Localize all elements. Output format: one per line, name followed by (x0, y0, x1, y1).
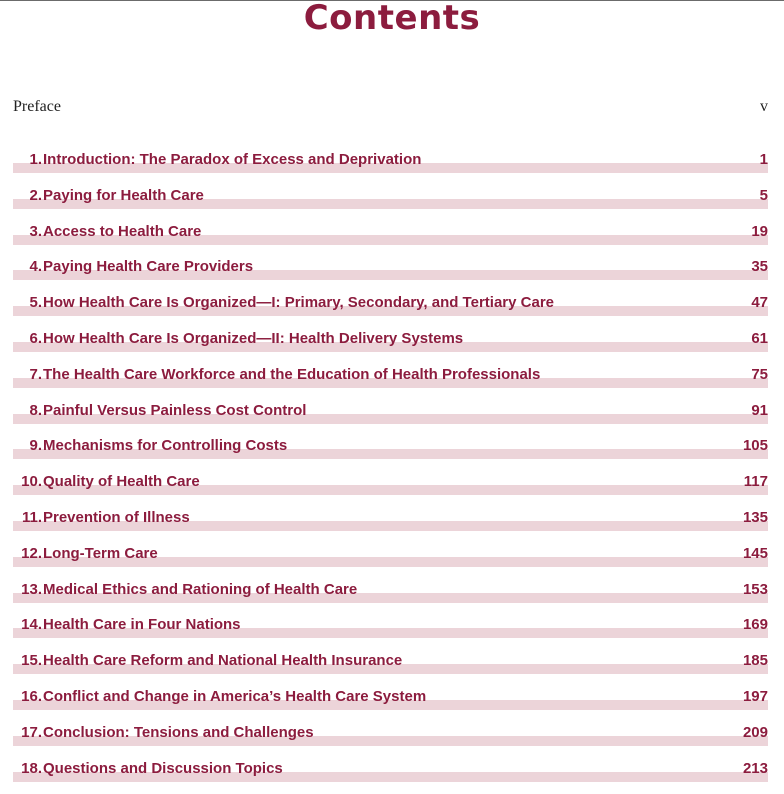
chapter-page: 169 (742, 616, 768, 634)
chapter-page: 47 (751, 294, 768, 312)
chapter-page: 5 (759, 186, 768, 204)
chapter-title: Mechanisms for Controlling Costs (43, 437, 288, 455)
toc-entry[interactable] (13, 365, 768, 401)
chapter-page: 35 (751, 258, 768, 276)
preface-label: Preface (13, 98, 61, 115)
page-title: Contents (303, 0, 481, 38)
chapter-number: 3. (29, 222, 42, 240)
chapter-title: Questions and Discussion Topics (43, 759, 283, 777)
chapter-number: 12. (21, 544, 42, 562)
toc-preface-row[interactable] (13, 98, 768, 118)
toc-entry[interactable] (13, 580, 768, 616)
toc-entry[interactable] (13, 150, 768, 186)
chapter-title: Quality of Health Care (43, 473, 200, 491)
chapter-title: Access to Health Care (43, 222, 202, 240)
chapter-title: Medical Ethics and Rationing of Health Care (43, 580, 358, 598)
chapter-page: 19 (751, 222, 768, 240)
chapter-title: How Health Care Is Organized—I: Primary, Secondary, and Tertiary Care (43, 294, 554, 312)
chapter-number: 7. (29, 365, 42, 383)
table-of-contents (13, 150, 768, 794)
chapter-page: 117 (743, 473, 768, 491)
chapter-title: Introduction: The Paradox of Excess and Deprivation (43, 151, 422, 168)
chapter-number: 2. (29, 186, 42, 204)
toc-entry[interactable] (13, 687, 768, 723)
chapter-number: 5. (29, 294, 42, 312)
chapter-number: 15. (21, 652, 42, 670)
chapter-title: How Health Care Is Organized—II: Health Delivery Systems (43, 329, 464, 347)
toc-entry[interactable] (13, 436, 768, 472)
chapter-number: 10. (21, 473, 42, 491)
chapter-title: Paying Health Care Providers (43, 258, 254, 276)
chapter-number: 17. (21, 723, 42, 741)
chapter-number: 8. (29, 401, 42, 419)
chapter-title: Long-Term Care (43, 544, 158, 562)
chapter-page: 75 (751, 365, 768, 383)
chapter-number: 16. (21, 687, 42, 705)
chapter-page: 153 (742, 580, 768, 598)
chapter-number: 4. (29, 258, 42, 276)
chapter-title: The Health Care Workforce and the Education of Health Professionals (43, 365, 541, 383)
toc-entry[interactable] (13, 472, 768, 508)
toc-entry[interactable] (13, 186, 768, 222)
toc-entry[interactable] (13, 615, 768, 651)
chapter-page: 1 (759, 151, 768, 168)
chapter-title: Conflict and Change in America’s Health Care System (43, 687, 427, 705)
preface-page: v (760, 98, 768, 115)
chapter-number: 18. (21, 759, 42, 777)
chapter-number: 13. (21, 580, 42, 598)
toc-entry[interactable] (13, 401, 768, 437)
chapter-page: 105 (742, 437, 768, 455)
chapter-page: 135 (742, 508, 768, 526)
chapter-title: Prevention of Illness (43, 508, 190, 526)
toc-entry[interactable] (13, 723, 768, 759)
chapter-title: Painful Versus Painless Cost Control (43, 401, 307, 419)
toc-entry[interactable] (13, 651, 768, 687)
chapter-page: 209 (742, 723, 768, 741)
chapter-number: 11. (21, 508, 42, 526)
chapter-page: 213 (742, 759, 768, 777)
chapter-number: 1. (29, 151, 42, 168)
chapter-page: 197 (742, 687, 768, 705)
chapter-page: 185 (742, 652, 768, 670)
chapter-page: 61 (751, 329, 768, 347)
toc-entry[interactable] (13, 257, 768, 293)
chapter-number: 14. (21, 616, 42, 634)
toc-entry[interactable] (13, 222, 768, 258)
toc-entry[interactable] (13, 329, 768, 365)
toc-entry[interactable] (13, 293, 768, 329)
chapter-page: 145 (742, 544, 768, 562)
chapter-page: 91 (751, 401, 768, 419)
toc-entry[interactable] (13, 544, 768, 580)
chapter-title: Conclusion: Tensions and Challenges (43, 723, 314, 741)
chapter-title: Health Care in Four Nations (43, 616, 241, 634)
chapter-title: Health Care Reform and National Health Insurance (43, 652, 403, 670)
chapter-number: 9. (29, 437, 42, 455)
chapter-title: Paying for Health Care (43, 186, 204, 204)
toc-entry[interactable] (13, 508, 768, 544)
chapter-number: 6. (29, 329, 42, 347)
